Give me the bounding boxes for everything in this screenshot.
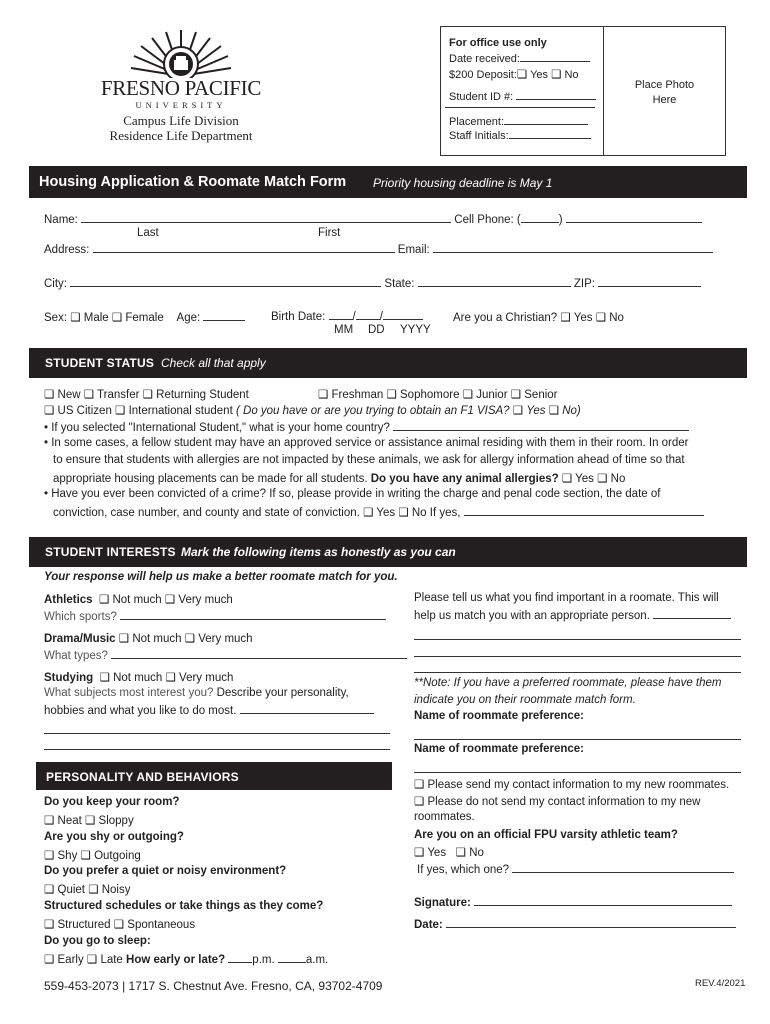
what-types-field[interactable] [111, 649, 407, 659]
noisy-label: Noisy [101, 884, 131, 896]
junior-label: Junior [476, 389, 508, 401]
sophomore-label: Sophomore [400, 389, 460, 401]
sleep-pm-field[interactable] [228, 953, 252, 963]
late-checkbox[interactable] [87, 954, 97, 966]
shy-question: Are you shy or outgoing? [44, 831, 184, 843]
send-contact-label: Please send my contact information to my new roommates. [427, 779, 730, 791]
crime-no-checkbox[interactable] [398, 507, 408, 519]
allergies-yes-label: Yes [575, 473, 594, 485]
christian-yes-checkbox[interactable] [560, 312, 570, 324]
athletic-team-yes-label: Yes [427, 847, 447, 859]
returning-checkbox[interactable] [143, 389, 153, 401]
personality-bar [36, 762, 392, 790]
f1-yes-checkbox[interactable] [513, 405, 523, 417]
am-label: a.m. [305, 954, 329, 966]
deposit-no-label: No [564, 69, 579, 81]
junior-checkbox[interactable] [463, 389, 473, 401]
crime-yes-checkbox[interactable] [363, 507, 373, 519]
shy-options [44, 848, 141, 862]
sophomore-checkbox[interactable] [387, 389, 397, 401]
city-field[interactable] [70, 277, 381, 287]
name-label: Name: [44, 214, 78, 226]
signature-row [414, 896, 732, 909]
date-received-field[interactable] [520, 52, 590, 62]
staff-initials-row [449, 129, 591, 142]
what-types-row [44, 649, 407, 662]
no-send-contact-line-2: roommates. [414, 811, 475, 823]
important-field-1[interactable] [653, 609, 731, 619]
important-line-2 [414, 609, 731, 622]
student-status-title: STUDENT STATUS [45, 356, 155, 370]
female-checkbox[interactable] [112, 312, 122, 324]
neat-checkbox[interactable] [44, 815, 54, 827]
form-title: Housing Application & Roomate Match Form [39, 174, 347, 190]
university-name: FRESNO PACIFIC [100, 76, 262, 100]
which-team-field[interactable] [512, 863, 734, 873]
photo-label-1: Place Photo [634, 79, 695, 91]
important-line-1: Please tell us what you find important in a roomate. This will [414, 592, 719, 604]
date-received-label: Date received: [449, 53, 520, 65]
office-title: For office use only [449, 37, 547, 49]
department-name: Residence Life Department [109, 128, 253, 143]
senior-checkbox[interactable] [511, 389, 521, 401]
athletics-row [44, 592, 233, 606]
room-question: Do you keep your room? [44, 796, 180, 808]
quiet-checkbox[interactable] [44, 884, 54, 896]
home-country-label: • If you selected "International Student," what is your home country? [44, 422, 390, 434]
staff-initials-label: Staff Initials: [449, 130, 509, 142]
quiet-label: Quiet [57, 884, 86, 896]
student-interests-hint: Mark the following items as honestly as you can [181, 545, 456, 559]
noisy-checkbox[interactable] [88, 884, 98, 896]
athletics-very-much-checkbox[interactable] [165, 594, 175, 606]
note-line-2: indicate you on their roommate match form. [414, 694, 636, 706]
male-label: Male [83, 312, 109, 324]
footer-contact: 559-453-2073 | 1717 S. Chestnut Ave. Fresno, CA, 93702-4709 [44, 979, 383, 993]
no-send-contact-checkbox[interactable] [414, 796, 424, 808]
christian-no-checkbox[interactable] [596, 312, 606, 324]
birth-date-row: Birth Date: / / [271, 310, 423, 323]
hobbies-line-2[interactable] [44, 733, 390, 734]
transfer-checkbox[interactable] [84, 389, 94, 401]
mm-caption: MM [334, 324, 354, 336]
zip-field[interactable] [598, 277, 701, 287]
pm-label: p.m. [252, 954, 275, 966]
address-field[interactable] [93, 243, 395, 253]
structured-checkbox[interactable] [44, 919, 54, 931]
personality-label: Describe your personality, [216, 687, 349, 699]
what-types-label: What types? [44, 650, 108, 662]
note-line-1: **Note: If you have a preferred roommate, please have them [414, 677, 722, 689]
birth-month-field[interactable] [329, 310, 353, 320]
student-interests-bar [29, 537, 747, 567]
studying-not-much-label: Not much [113, 672, 163, 684]
freshman-checkbox[interactable] [318, 389, 328, 401]
studying-not-much-checkbox[interactable] [100, 672, 110, 684]
athletic-team-question: Are you on an official FPU varsity athletic team? [414, 829, 678, 841]
room-options [44, 813, 134, 827]
date-field[interactable] [446, 918, 736, 928]
athletics-label: Athletics [44, 594, 93, 606]
hobbies-field[interactable] [240, 704, 374, 714]
drama-not-much-checkbox[interactable] [119, 633, 129, 645]
spontaneous-checkbox[interactable] [114, 919, 124, 931]
crime-line-1: • Have you ever been convicted of a crime? If so, please provide in writing the charge and penal code section, the date of [44, 488, 661, 500]
crime-if-yes-label: No If yes, [411, 507, 461, 519]
date-row [414, 918, 736, 931]
student-status-hint: Check all that apply [161, 356, 266, 370]
allergies-no-label: No [610, 473, 626, 485]
deposit-no-checkbox[interactable] [551, 69, 561, 81]
crime-yes-label: Yes [376, 507, 396, 519]
athletic-team-yes-checkbox[interactable] [414, 847, 424, 859]
no-send-contact-row [414, 794, 700, 808]
send-contact-row [414, 777, 729, 791]
environment-options [44, 882, 131, 896]
how-early-label: How early or late? [126, 954, 226, 966]
roommate-pref-field-1[interactable] [414, 739, 741, 740]
subjects-line-2 [44, 704, 374, 717]
hobbies-line-3[interactable] [44, 749, 390, 750]
us-citizen-label: US Citizen [57, 405, 112, 417]
outgoing-checkbox[interactable] [81, 850, 91, 862]
cell-phone-field[interactable] [566, 213, 702, 223]
new-label: New [57, 389, 81, 401]
athletic-team-no-checkbox[interactable] [456, 847, 466, 859]
priority-deadline: Priority housing deadline is May 1 [373, 176, 553, 190]
christian-label: Are you a Christian? [453, 312, 558, 324]
sex-label: Sex: [44, 312, 68, 324]
university-logo [96, 26, 266, 110]
f1-yes-label: Yes [526, 405, 546, 417]
transfer-label: Transfer [97, 389, 140, 401]
placement-row [449, 115, 588, 128]
sleep-am-field[interactable] [278, 953, 306, 963]
personality-title: PERSONALITY AND BEHAVIORS [46, 770, 239, 784]
animals-line-2: to ensure that students with allergies are not impacted by these animals, we ask for allergy information ahead of time so that [53, 454, 685, 466]
spontaneous-label: Spontaneous [127, 919, 196, 931]
freshman-label: Freshman [331, 389, 384, 401]
which-sports-label: Which sports? [44, 611, 117, 623]
drama-very-much-label: Very much [198, 633, 253, 645]
cell-close-paren: ) [558, 214, 563, 226]
which-sports-field[interactable] [120, 610, 386, 620]
shy-label: Shy [57, 850, 78, 862]
athletics-not-much-checkbox[interactable] [99, 594, 109, 606]
schedule-question: Structured schedules or take things as they come? [44, 900, 324, 912]
early-checkbox[interactable] [44, 954, 54, 966]
crime-line-2-text: conviction, case number, and county and state of conviction. [53, 507, 360, 519]
student-status-bar [29, 348, 747, 378]
male-checkbox[interactable] [70, 312, 80, 324]
student-id-label: Student ID #: [449, 91, 514, 103]
animals-line-3-text: appropriate housing placements can be made for all students. [53, 473, 368, 485]
photo-box[interactable] [603, 26, 726, 156]
no-send-contact-label: Please do not send my contact information to my new [427, 796, 701, 808]
office-use-box [440, 26, 603, 156]
female-label: Female [125, 312, 164, 324]
office-divider [445, 107, 595, 108]
photo-label-2: Here [652, 94, 677, 106]
email-label: Email: [397, 244, 430, 256]
staff-initials-field[interactable] [509, 129, 591, 139]
important-field-4[interactable] [414, 672, 741, 673]
important-field-3[interactable] [414, 656, 741, 657]
placement-field[interactable] [504, 115, 588, 125]
city-row [44, 277, 701, 290]
citizenship-row [44, 403, 581, 417]
crime-line-2 [53, 505, 704, 519]
name-field[interactable] [81, 213, 451, 223]
which-sports-row [44, 610, 386, 623]
student-type-row [44, 387, 249, 401]
address-label: Address: [44, 244, 90, 256]
f1-no-label: No) [562, 405, 581, 417]
subjects-line-1 [44, 687, 349, 699]
drama-row [44, 631, 253, 645]
revision-label: REV.4/2021 [695, 978, 746, 989]
environment-question: Do you prefer a quiet or noisy environment? [44, 865, 287, 877]
returning-label: Returning Student [156, 389, 249, 401]
international-checkbox[interactable] [115, 405, 125, 417]
hobbies-label: hobbies and what you like to do most. [44, 705, 237, 717]
interests-intro: Your response will help us make a better roomate match for you. [44, 571, 398, 583]
date-label: Date: [414, 919, 443, 931]
sloppy-label: Sloppy [98, 815, 134, 827]
state-field[interactable] [418, 277, 571, 287]
christian-no-label: No [609, 312, 624, 324]
last-caption: Last [137, 227, 159, 239]
schedule-options [44, 917, 195, 931]
first-caption: First [318, 227, 341, 239]
division-name: Campus Life Division [123, 113, 239, 128]
athletics-not-much-label: Not much [112, 594, 162, 606]
late-label: Late [100, 954, 123, 966]
roommate-pref-label-2: Name of roommate preference: [414, 743, 584, 755]
shy-checkbox[interactable] [44, 850, 54, 862]
name-row [44, 213, 702, 226]
signature-label: Signature: [414, 897, 471, 909]
drama-not-much-label: Not much [132, 633, 182, 645]
cell-area-code-field[interactable] [521, 213, 559, 223]
outgoing-label: Outgoing [94, 850, 141, 862]
roommate-pref-field-2[interactable] [414, 772, 741, 773]
structured-label: Structured [57, 919, 111, 931]
sleep-question: Do you go to sleep: [44, 935, 151, 947]
subjects-label: What subjects most interest you? [44, 687, 214, 699]
important-line-2-text: help us match you with an appropriate person. [414, 610, 650, 622]
studying-row [44, 670, 233, 684]
age-label: Age: [176, 312, 201, 324]
deposit-yes-checkbox[interactable] [517, 69, 527, 81]
studying-very-much-label: Very much [179, 672, 234, 684]
international-label: International student [128, 405, 233, 417]
title-bar [29, 166, 747, 198]
f1-visa-question: ( Do you have or are you trying to obtain an F1 VISA? [235, 405, 510, 417]
us-citizen-checkbox[interactable] [44, 405, 54, 417]
which-team-row [417, 863, 734, 876]
address-row [44, 243, 713, 256]
birth-day-field[interactable] [356, 310, 380, 320]
placement-label: Placement: [449, 116, 505, 128]
sleep-options [44, 952, 328, 966]
date-received-row [449, 52, 590, 65]
studying-label: Studying [44, 672, 94, 684]
class-year-row [318, 387, 558, 401]
state-label: State: [384, 278, 415, 290]
roommate-pref-label-1: Name of roommate preference: [414, 710, 584, 722]
age-field[interactable] [203, 311, 245, 321]
allergies-question: Do you have any animal allergies? [370, 473, 559, 485]
christian-yes-label: Yes [573, 312, 593, 324]
zip-label: ZIP: [573, 278, 595, 290]
sloppy-checkbox[interactable] [85, 815, 95, 827]
send-contact-checkbox[interactable] [414, 779, 424, 791]
important-field-2[interactable] [414, 639, 741, 640]
animals-line-1: • In some cases, a fellow student may have an approved service or assistance animal residing with them in their room. In order [44, 437, 689, 449]
neat-label: Neat [57, 815, 82, 827]
student-id-row [449, 90, 596, 103]
athletic-team-no-label: No [469, 847, 484, 859]
birth-year-field[interactable] [383, 310, 423, 320]
deposit-row [449, 67, 579, 81]
student-interests-title: STUDENT INTERESTS [45, 545, 176, 559]
deposit-label: $200 Deposit: [449, 69, 517, 81]
cell-label: Cell Phone: ( [454, 214, 521, 226]
new-checkbox[interactable] [44, 389, 54, 401]
email-field[interactable] [433, 243, 713, 253]
christian-row [453, 310, 624, 324]
birth-date-label: Birth Date: [271, 311, 326, 323]
athletics-very-much-label: Very much [178, 594, 233, 606]
drama-very-much-checkbox[interactable] [185, 633, 195, 645]
yyyy-caption: YYYY [400, 324, 431, 336]
dd-caption: DD [368, 324, 385, 336]
allergies-yes-checkbox[interactable] [562, 473, 572, 485]
athletic-team-row [414, 845, 484, 859]
early-label: Early [57, 954, 84, 966]
allergies-no-checkbox[interactable] [597, 473, 607, 485]
animals-line-3 [53, 471, 625, 485]
crime-details-field[interactable] [464, 506, 704, 516]
city-label: City: [44, 278, 67, 290]
senior-label: Senior [524, 389, 558, 401]
which-team-label: If yes, which one? [417, 864, 510, 876]
deposit-yes-label: Yes [530, 69, 549, 81]
home-country-field[interactable] [393, 421, 689, 431]
signature-field[interactable] [474, 896, 732, 906]
student-id-field[interactable] [516, 90, 596, 100]
sex-row [44, 310, 245, 324]
f1-no-checkbox[interactable] [549, 405, 559, 417]
home-country-row [44, 421, 689, 434]
drama-label: Drama/Music [44, 633, 116, 645]
university-subtitle: UNIVERSITY [135, 100, 227, 110]
studying-very-much-checkbox[interactable] [166, 672, 176, 684]
